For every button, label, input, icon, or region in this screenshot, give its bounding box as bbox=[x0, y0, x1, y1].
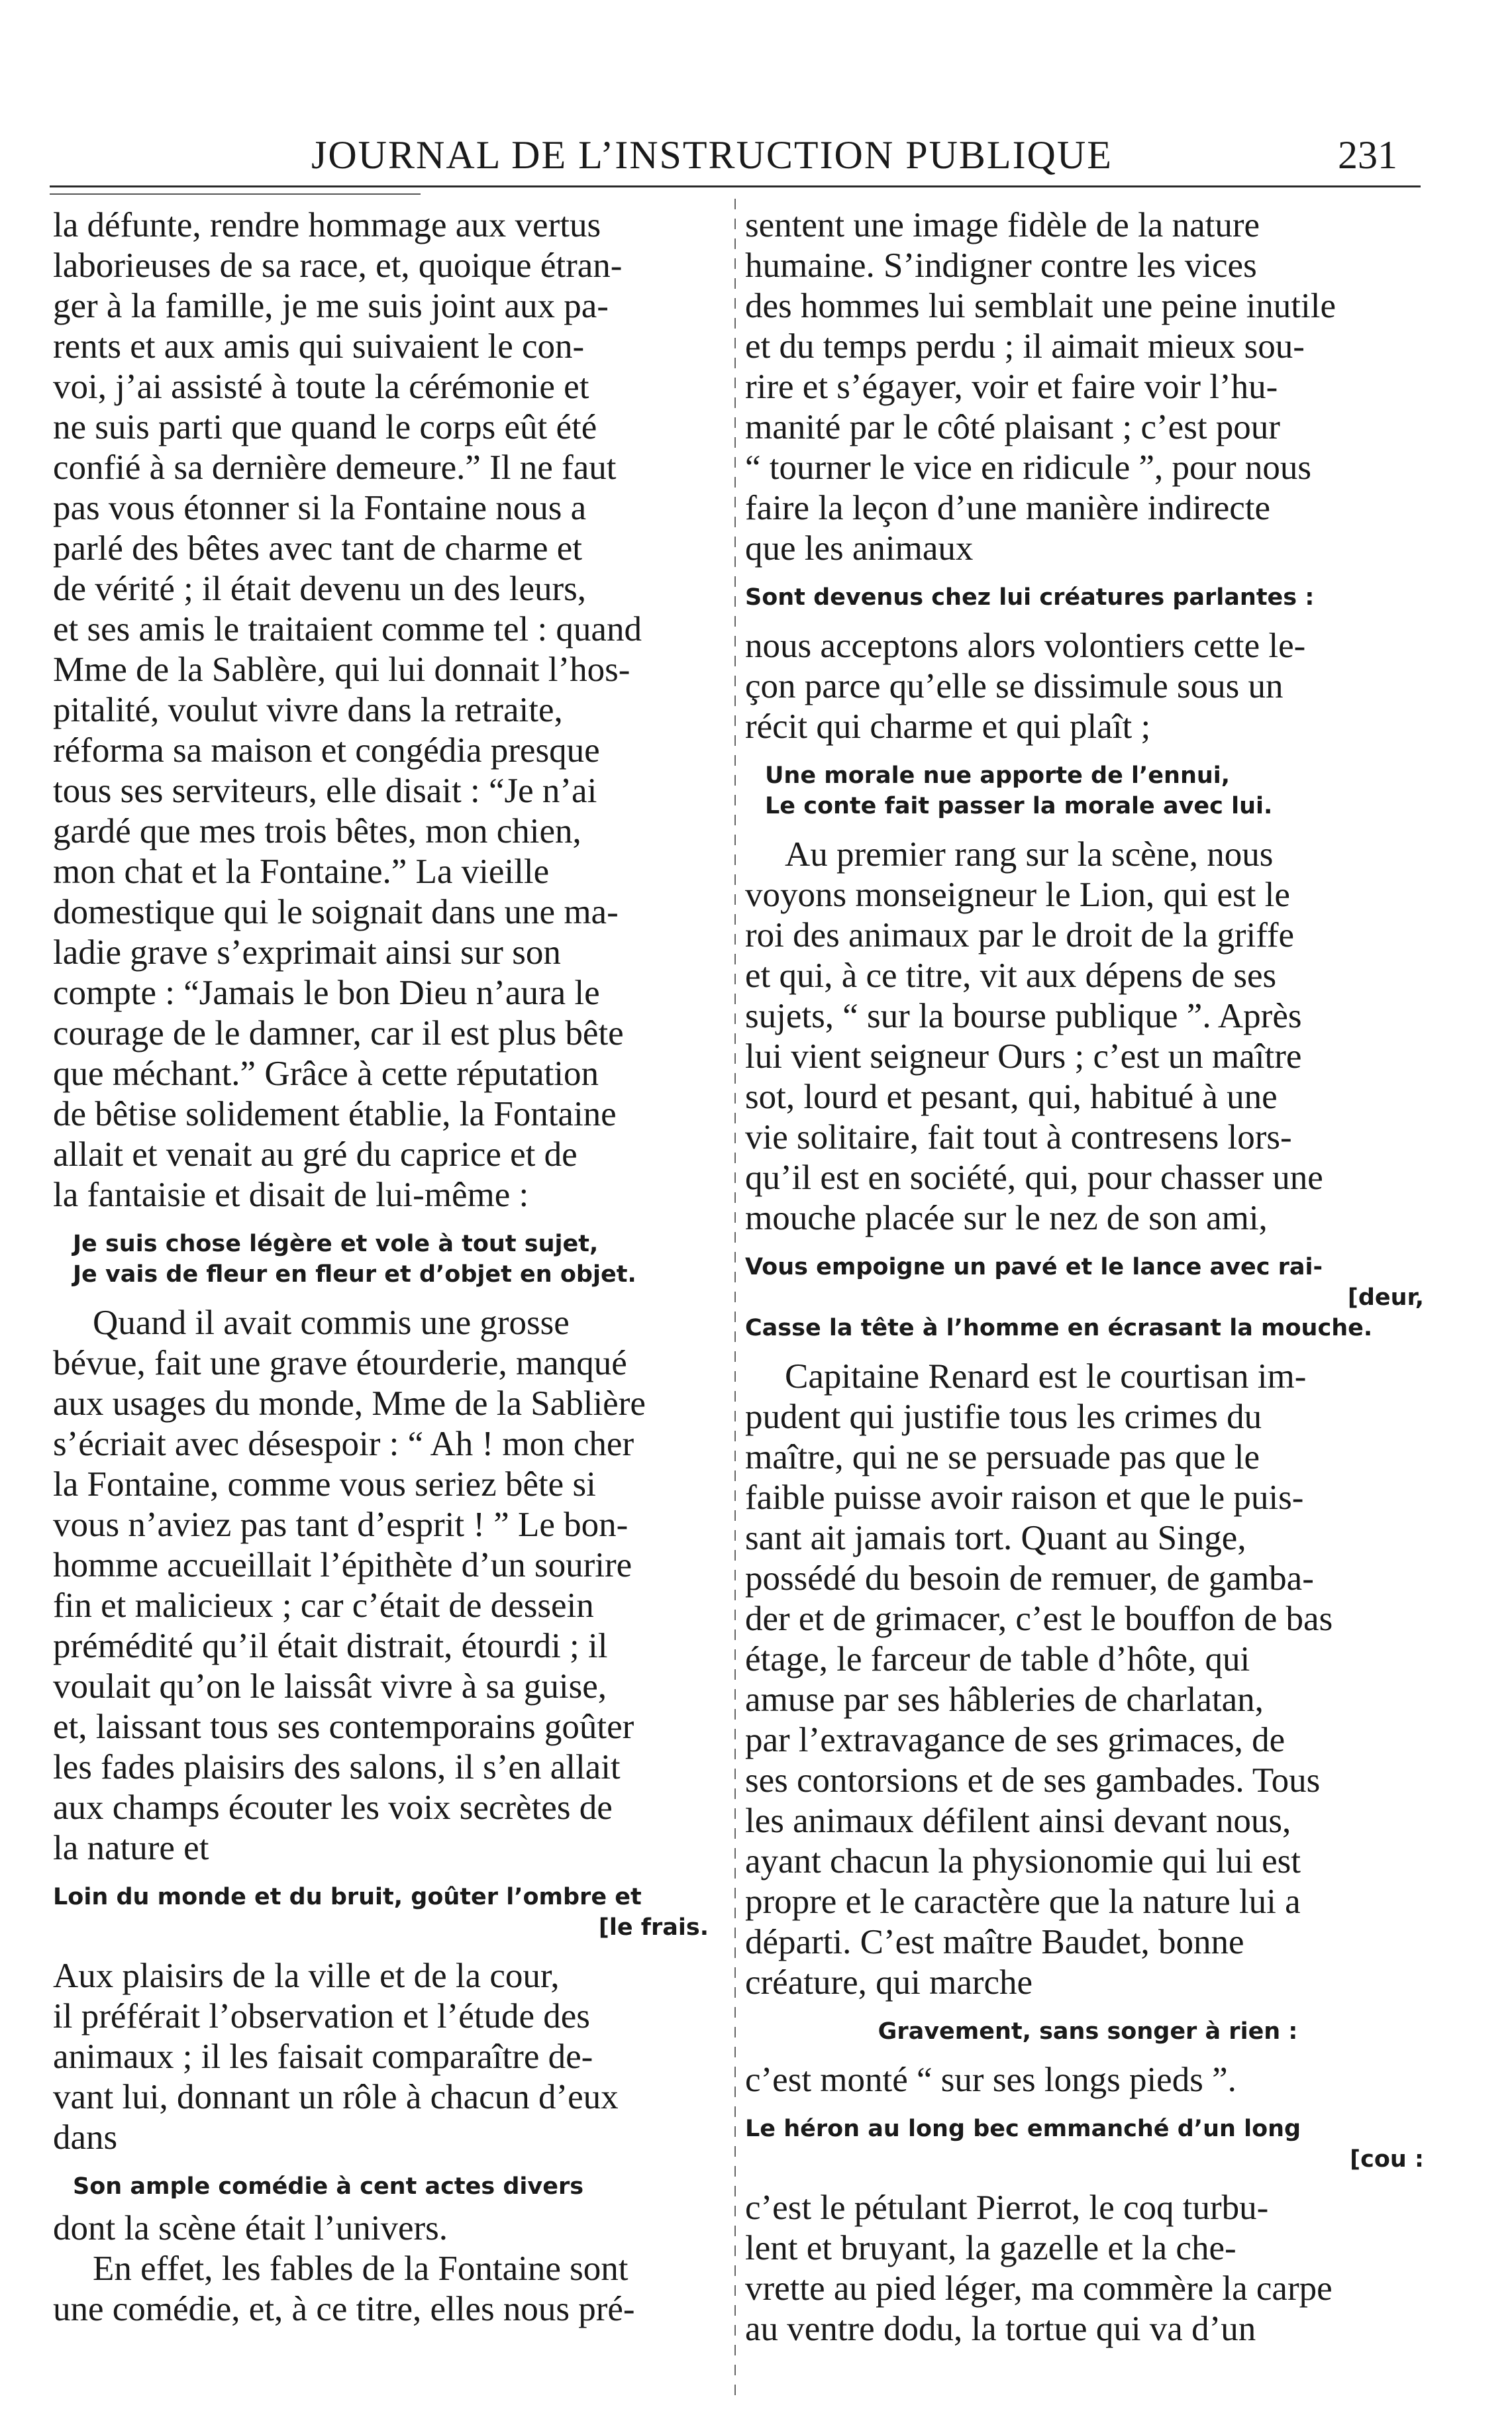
left-column bbox=[53, 205, 715, 2330]
text-line: mouche placée sur le nez de son ami, bbox=[745, 1199, 1268, 1237]
running-title: JOURNAL DE L’INSTRUCTION PUBLIQUE bbox=[311, 133, 1113, 177]
text-line: lent et bruyant, la gazelle et la che- bbox=[745, 2229, 1236, 2267]
right-paragraph-2 bbox=[745, 626, 1431, 747]
left-paragraph-4 bbox=[53, 2208, 715, 2330]
text-line: aux champs écouter les voix secrètes de bbox=[53, 1788, 613, 1827]
text-line: et qui, à ce titre, vit aux dépens de ses bbox=[745, 956, 1277, 995]
text-line: sant ait jamais tort. Quant au Singe, bbox=[745, 1519, 1246, 1557]
text-line: vie solitaire, fait tout à contresens lors- bbox=[745, 1118, 1292, 1157]
header-rule-thin bbox=[50, 193, 421, 195]
text-line: et du temps perdu ; il aimait mieux sou- bbox=[745, 327, 1305, 366]
text-line: la fantaisie et disait de lui-même : bbox=[53, 1176, 529, 1214]
text-line: c’est le pétulant Pierrot, le coq turbu- bbox=[745, 2189, 1269, 2227]
column-divider bbox=[734, 199, 736, 2398]
verse-line: Sont devenus chez lui créatures parlantes : bbox=[745, 584, 1315, 611]
text-line: les fades plaisirs des salons, il s’en allait bbox=[53, 1748, 621, 1786]
text-line: de vérité ; il était devenu un des leurs, bbox=[53, 570, 587, 608]
text-line: sot, lourd et pesant, qui, habitué à une bbox=[745, 1078, 1278, 1116]
text-line: humaine. S’indigner contre les vices bbox=[745, 246, 1257, 285]
spacer bbox=[745, 2100, 1431, 2114]
right-paragraph-1 bbox=[745, 205, 1431, 569]
spacer bbox=[53, 1869, 715, 1882]
text-line: Mme de la Sablère, qui lui donnait l’hos- bbox=[53, 650, 630, 689]
text-line: la nature et bbox=[53, 1829, 209, 1867]
text-line: ayant chacun la physionomie qui lui est bbox=[745, 1842, 1301, 1881]
spacer bbox=[745, 1239, 1431, 1252]
verse-line: Vous empoigne un pavé et le lance avec rai- bbox=[745, 1254, 1323, 1280]
text-line: et ses amis le traitaient comme tel : quand bbox=[53, 610, 642, 648]
right-verse-1 bbox=[745, 582, 1431, 613]
text-line: réforma sa maison et congédia presque bbox=[53, 731, 600, 770]
right-column bbox=[745, 205, 1431, 2349]
spacer bbox=[745, 747, 1431, 760]
left-verse-1 bbox=[53, 1229, 715, 1290]
left-verse-3 bbox=[53, 2171, 715, 2202]
text-line: rire et s’égayer, voir et faire voir l’hu- bbox=[745, 368, 1278, 406]
text-line: nous acceptons alors volontiers cette le- bbox=[745, 627, 1306, 665]
text-line: Capitaine Renard est le courtisan im- bbox=[785, 1357, 1307, 1396]
text-line: domestique qui le soignait dans une ma- bbox=[53, 893, 619, 931]
spacer bbox=[745, 1343, 1431, 1357]
text-line: faible puisse avoir raison et que le puis- bbox=[745, 1478, 1304, 1517]
text-line: voyons monseigneur le Lion, qui est le bbox=[745, 876, 1290, 914]
spacer bbox=[53, 1290, 715, 1303]
spacer bbox=[53, 2158, 715, 2171]
spacer bbox=[745, 569, 1431, 582]
verse-line: [le frais. bbox=[598, 1914, 709, 1941]
verse-line: Je suis chose légère et vole à tout sujet, bbox=[73, 1231, 599, 1257]
text-line: vous n’aviez pas tant d’esprit ! ” Le bon- bbox=[53, 1506, 629, 1544]
text-line: çon parce qu’elle se dissimule sous un bbox=[745, 667, 1284, 705]
text-line: possédé du besoin de remuer, de gamba- bbox=[745, 1559, 1314, 1598]
text-line: Au premier rang sur la scène, nous bbox=[785, 835, 1274, 874]
text-line: confié à sa dernière demeure.” Il ne faut bbox=[53, 448, 617, 487]
text-line: dans bbox=[53, 2118, 118, 2157]
text-line: parlé des bêtes avec tant de charme et bbox=[53, 529, 582, 568]
text-line: ger à la famille, je me suis joint aux pa- bbox=[53, 287, 609, 325]
spacer bbox=[745, 2175, 1431, 2188]
text-line: ne suis parti que quand le corps eût été bbox=[53, 408, 597, 446]
text-line: dont la scène était l’univers. bbox=[53, 2209, 448, 2247]
text-line: pudent qui justifie tous les crimes du bbox=[745, 1398, 1262, 1436]
verse-line: [deur, bbox=[1347, 1284, 1424, 1311]
text-line: au ventre dodu, la tortue qui va d’un bbox=[745, 2310, 1256, 2348]
verse-line: Une morale nue apporte de l’ennui, bbox=[765, 762, 1231, 789]
right-verse-5 bbox=[745, 2114, 1431, 2175]
text-line: récit qui charme et qui plaît ; bbox=[745, 707, 1151, 746]
text-line: compte : “Jamais le bon Dieu n’aura le bbox=[53, 974, 600, 1012]
text-line: prémédité qu’il était distrait, étourdi ; il bbox=[53, 1627, 608, 1665]
text-line: ses contorsions et de ses gambades. Tous bbox=[745, 1761, 1321, 1800]
verse-line: Loin du monde et du bruit, goûter l’ombre et bbox=[53, 1884, 642, 1910]
spacer bbox=[745, 2047, 1431, 2060]
text-line: aux usages du monde, Mme de la Sablière bbox=[53, 1384, 646, 1423]
right-verse-4 bbox=[745, 2016, 1431, 2047]
left-verse-2 bbox=[53, 1882, 715, 1943]
text-line: voi, j’ai assisté à toute la cérémonie et bbox=[53, 368, 589, 406]
right-paragraph-3 bbox=[745, 835, 1431, 1239]
left-paragraph-2 bbox=[53, 1303, 715, 1869]
right-paragraph-6 bbox=[745, 2188, 1431, 2349]
spacer bbox=[53, 1215, 715, 1229]
text-line: la Fontaine, comme vous seriez bête si bbox=[53, 1465, 596, 1504]
text-line: créature, qui marche bbox=[745, 1963, 1033, 2002]
text-line: de bêtise solidement établie, la Fontaine bbox=[53, 1095, 617, 1133]
text-line: amuse par ses hâbleries de charlatan, bbox=[745, 1680, 1264, 1719]
text-line: courage de le damner, car il est plus bête bbox=[53, 1014, 624, 1053]
text-line: c’est monté “ sur ses longs pieds ”. bbox=[745, 2061, 1236, 2099]
text-line: voulait qu’on le laissât vivre à sa guise, bbox=[53, 1667, 607, 1706]
text-line: der et de grimacer, c’est le bouffon de bas bbox=[745, 1600, 1333, 1638]
text-line: mon chat et la Fontaine.” La vieille bbox=[53, 852, 550, 891]
spacer bbox=[53, 1943, 715, 1956]
text-line: des hommes lui semblait une peine inutile bbox=[745, 287, 1336, 325]
text-line: une comédie, et, à ce titre, elles nous pré- bbox=[53, 2290, 635, 2328]
text-line: allait et venait au gré du caprice et de bbox=[53, 1135, 578, 1174]
verse-line: Je vais de fleur en fleur et d’objet en objet. bbox=[73, 1261, 636, 1288]
text-line: bévue, fait une grave étourderie, manqué bbox=[53, 1344, 627, 1382]
spacer bbox=[745, 821, 1431, 835]
text-line: maître, qui ne se persuade pas que le bbox=[745, 1438, 1260, 1476]
text-line: pas vous étonner si la Fontaine nous a bbox=[53, 489, 587, 527]
verse-line: [cou : bbox=[1350, 2146, 1424, 2173]
verse-line: Casse la tête à l’homme en écrasant la mouche. bbox=[745, 1315, 1373, 1341]
left-paragraph-1 bbox=[53, 205, 715, 1215]
text-line: sentent une image fidèle de la nature bbox=[745, 206, 1260, 244]
verse-line: Son ample comédie à cent actes divers bbox=[73, 2173, 584, 2200]
text-line: pitalité, voulut vivre dans la retraite, bbox=[53, 691, 563, 729]
header-rule bbox=[50, 185, 1421, 187]
text-line: “ tourner le vice en ridicule ”, pour nous bbox=[745, 448, 1312, 487]
text-line: propre et le caractère que la nature lui a bbox=[745, 1882, 1301, 1921]
right-verse-3 bbox=[745, 1252, 1431, 1343]
verse-line: Le héron au long bec emmanché d’un long bbox=[745, 2116, 1301, 2142]
page-header bbox=[0, 132, 1512, 185]
text-line: les animaux défilent ainsi devant nous, bbox=[745, 1802, 1291, 1840]
text-line: que les animaux bbox=[745, 529, 974, 568]
verse-line: Gravement, sans songer à rien : bbox=[878, 2018, 1298, 2045]
right-paragraph-4 bbox=[745, 1357, 1431, 2003]
text-line: vrette au pied léger, ma commère la carpe bbox=[745, 2269, 1333, 2308]
text-line: faire la leçon d’une manière indirecte bbox=[745, 489, 1271, 527]
text-line: En effet, les fables de la Fontaine sont bbox=[93, 2249, 629, 2288]
text-line: roi des animaux par le droit de la griffe bbox=[745, 916, 1295, 954]
text-line: tous ses serviteurs, elle disait : “Je n’ai bbox=[53, 772, 597, 810]
text-line: ladie grave s’exprimait ainsi sur son bbox=[53, 933, 561, 972]
spacer bbox=[745, 2003, 1431, 2016]
text-line: laborieuses de sa race, et, quoique étran- bbox=[53, 246, 623, 285]
right-paragraph-5 bbox=[745, 2060, 1431, 2100]
text-line: rents et aux amis qui suivaient le con- bbox=[53, 327, 585, 366]
text-line: il préférait l’observation et l’étude des bbox=[53, 1997, 590, 2036]
text-line: manité par le côté plaisant ; c’est pour bbox=[745, 408, 1280, 446]
spacer bbox=[53, 2202, 715, 2208]
text-line: s’écriait avec désespoir : “ Ah ! mon cher bbox=[53, 1425, 634, 1463]
text-line: que méchant.” Grâce à cette réputation bbox=[53, 1055, 599, 1093]
text-line: départi. C’est maître Baudet, bonne bbox=[745, 1923, 1244, 1961]
text-line: vant lui, donnant un rôle à chacun d’eux bbox=[53, 2078, 619, 2116]
text-line: homme accueillait l’épithète d’un sourire bbox=[53, 1546, 632, 1584]
right-verse-2 bbox=[745, 760, 1431, 821]
spacer bbox=[745, 613, 1431, 626]
text-line: fin et malicieux ; car c’était de dessein bbox=[53, 1586, 594, 1625]
text-line: sujets, “ sur la bourse publique ”. Après bbox=[745, 997, 1302, 1035]
text-line: par l’extravagance de ses grimaces, de bbox=[745, 1721, 1285, 1759]
left-paragraph-3 bbox=[53, 1956, 715, 2158]
text-line: animaux ; il les faisait comparaître de- bbox=[53, 2037, 593, 2076]
text-line: Quand il avait commis une grosse bbox=[93, 1304, 570, 1342]
verse-line: Le conte fait passer la morale avec lui. bbox=[765, 793, 1273, 819]
text-line: étage, le farceur de table d’hôte, qui bbox=[745, 1640, 1250, 1678]
text-line: la défunte, rendre hommage aux vertus bbox=[53, 206, 601, 244]
text-line: et, laissant tous ses contemporains goûter bbox=[53, 1708, 634, 1746]
page-number: 231 bbox=[1338, 133, 1397, 177]
text-line: lui vient seigneur Ours ; c’est un maître bbox=[745, 1037, 1302, 1076]
text-line: qu’il est en société, qui, pour chasser une bbox=[745, 1159, 1323, 1197]
text-line: gardé que mes trois bêtes, mon chien, bbox=[53, 812, 581, 851]
text-line: Aux plaisirs de la ville et de la cour, bbox=[53, 1957, 560, 1995]
